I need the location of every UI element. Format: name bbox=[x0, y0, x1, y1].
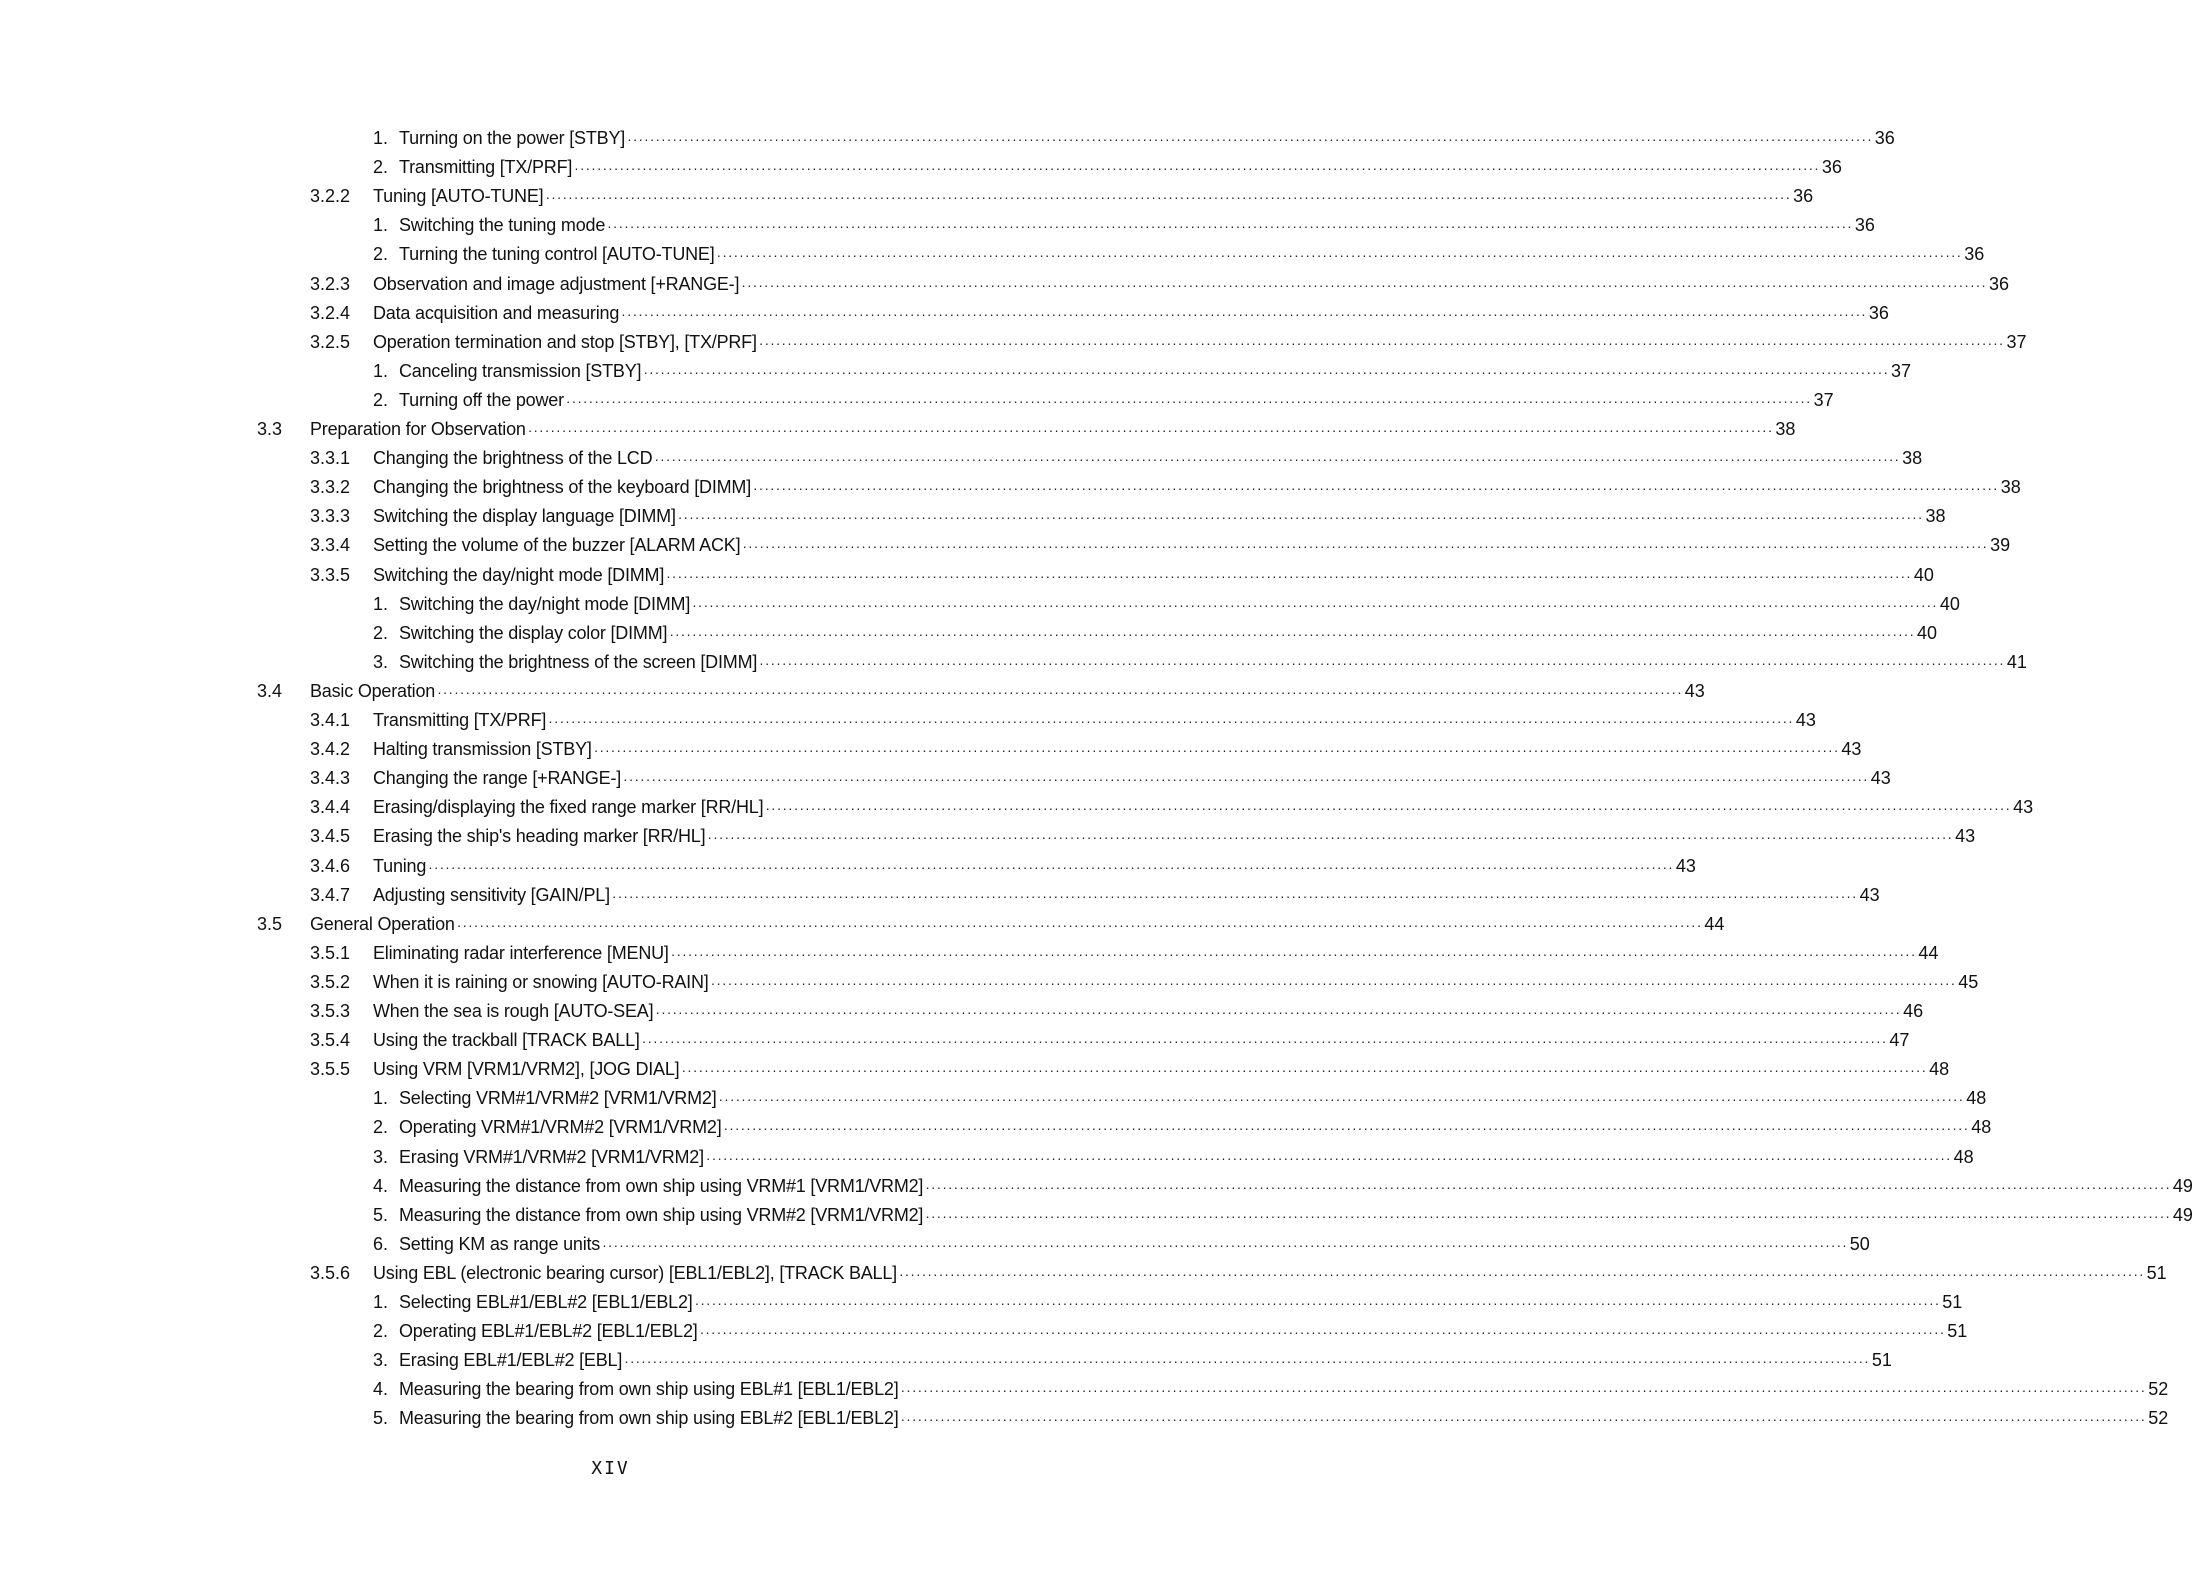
toc-entry-title: Switching the day/night mode [DIMM] bbox=[373, 565, 665, 585]
toc-entry-title: Erasing/displaying the fixed range marker [RR/HL] bbox=[373, 797, 764, 817]
toc-entry-page: 44 bbox=[1704, 914, 1725, 934]
dot-leader: ···························································································································································································································· bbox=[741, 277, 1987, 293]
toc-entry-title: When the sea is rough [AUTO-SEA] bbox=[373, 1001, 654, 1021]
toc-entry[interactable] bbox=[0, 677, 1705, 706]
dot-leader: ···························································································································································································································· bbox=[677, 509, 1924, 525]
toc-entry-page: 43 bbox=[1675, 856, 1696, 876]
dot-leader: ···························································································································································································································· bbox=[654, 451, 1901, 467]
toc-entry-title: Operation termination and stop [STBY], [TX/PRF] bbox=[373, 332, 757, 352]
dot-leader: ···························································································································································································································· bbox=[723, 1120, 1970, 1136]
toc-entry-number: 5. bbox=[373, 1205, 389, 1225]
dot-leader: ···························································································································································································································· bbox=[900, 1382, 2147, 1398]
dot-leader: ···························································································································································································································· bbox=[681, 1062, 1928, 1078]
toc-entry[interactable] bbox=[0, 444, 1923, 473]
toc-entry-page: 37 bbox=[2006, 332, 2027, 352]
toc-entry[interactable] bbox=[0, 735, 1862, 764]
toc-entry-number: 3.3.2 bbox=[310, 477, 351, 497]
dot-leader: ···························································································································································································································· bbox=[611, 888, 1858, 904]
dot-leader: ···························································································································································································································· bbox=[925, 1208, 2171, 1224]
toc-entry-title: Basic Operation bbox=[310, 681, 436, 701]
toc-entry-page: 43 bbox=[1841, 739, 1862, 759]
toc-entry-title: Switching the day/night mode [DIMM] bbox=[399, 594, 691, 614]
dot-leader: ···························································································································································································································· bbox=[565, 393, 1812, 409]
toc-entry-title: Switching the brightness of the screen [DIMM] bbox=[399, 652, 758, 672]
toc-entry[interactable] bbox=[0, 764, 1891, 793]
toc-entry-page: 37 bbox=[1890, 361, 1912, 381]
toc-entry-page: 43 bbox=[1870, 768, 1891, 788]
toc-entry-page: 48 bbox=[1929, 1059, 1950, 1079]
toc-entry-title: Tuning bbox=[373, 856, 427, 876]
toc-entry-number: 3.5.2 bbox=[310, 972, 351, 992]
toc-entry-title: Erasing EBL#1/EBL#2 [EBL] bbox=[399, 1350, 623, 1370]
toc-entry-page: 48 bbox=[1953, 1147, 1974, 1167]
dot-leader: ···························································································································································································································· bbox=[710, 975, 1957, 991]
toc-entry[interactable] bbox=[0, 473, 2021, 502]
toc-entry-title: Operating VRM#1/VRM#2 [VRM1/VRM2] bbox=[399, 1117, 722, 1137]
toc-entry-title: Switching the tuning mode bbox=[399, 215, 606, 235]
dot-leader: ···························································································································································································································· bbox=[758, 335, 2005, 351]
dot-leader: ···························································································································································································································· bbox=[655, 1004, 1902, 1020]
toc-entry-number: 1. bbox=[373, 361, 389, 381]
toc-entry-title: Transmitting [TX/PRF] bbox=[373, 710, 547, 730]
toc-entry-page: 37 bbox=[1813, 390, 1834, 410]
toc-entry-title: Preparation for Observation bbox=[310, 419, 526, 439]
toc-entry[interactable] bbox=[0, 153, 1842, 182]
toc-entry-title: Adjusting sensitivity [GAIN/PL] bbox=[373, 885, 610, 905]
toc-entry-title: Measuring the distance from own ship using VRM#2 [VRM1/VRM2] bbox=[399, 1205, 924, 1225]
toc-entry-number: 2. bbox=[373, 157, 389, 177]
toc-entry-page: 43 bbox=[1955, 826, 1976, 846]
toc-entry-title: General Operation bbox=[310, 914, 455, 934]
toc-entry-title: Turning the tuning control [AUTO-TUNE] bbox=[399, 244, 715, 264]
page-number: XIV bbox=[591, 1458, 630, 1479]
toc-entry-number: 6. bbox=[373, 1234, 389, 1254]
dot-leader: ···························································································································································································································· bbox=[593, 742, 1840, 758]
toc-entry-page: 43 bbox=[1859, 885, 1880, 905]
toc-entry-number: 3.4.5 bbox=[310, 826, 351, 846]
dot-leader: ···························································································································································································································· bbox=[527, 422, 1774, 438]
toc-entry[interactable] bbox=[0, 1375, 2169, 1404]
toc-entry-title: Setting the volume of the buzzer [ALARM ACK] bbox=[373, 535, 741, 555]
toc-entry-page: 43 bbox=[1795, 710, 1816, 730]
toc-entry-title: Turning on the power [STBY] bbox=[399, 128, 626, 148]
toc-entry-page: 40 bbox=[1916, 623, 1938, 643]
dot-leader: ···························································································································································································································· bbox=[900, 1411, 2147, 1427]
toc-entry-title: Changing the brightness of the LCD bbox=[373, 448, 653, 468]
dot-leader: ···························································································································································································································· bbox=[716, 247, 1963, 263]
toc-entry-number: 3.5 bbox=[257, 914, 283, 934]
toc-entry-number: 3.4.2 bbox=[310, 739, 351, 759]
toc-entry-title: Using the trackball [TRACK BALL] bbox=[373, 1030, 640, 1050]
dot-leader: ···························································································································································································································· bbox=[925, 1179, 2171, 1195]
toc-entry-number: 2. bbox=[373, 1117, 389, 1137]
toc-entry-page: 52 bbox=[2148, 1408, 2169, 1428]
dot-leader: ···························································································································································································································· bbox=[707, 829, 1954, 845]
toc-entry-title: Measuring the bearing from own ship using EBL#2 [EBL1/EBL2] bbox=[399, 1408, 899, 1428]
toc-entry-page: 49 bbox=[2172, 1205, 2193, 1225]
dot-leader: ···························································································································································································································· bbox=[898, 1266, 2145, 1282]
toc-entry-page: 48 bbox=[1971, 1117, 1992, 1137]
toc-entry-number: 2. bbox=[373, 1321, 389, 1341]
toc-entry-page: 36 bbox=[1854, 215, 1875, 235]
toc-entry-number: 3.4.4 bbox=[310, 797, 351, 817]
toc-entry[interactable] bbox=[0, 997, 1924, 1026]
toc-entry-number: 1. bbox=[373, 1292, 389, 1312]
toc-entry-number: 3. bbox=[373, 1147, 389, 1167]
dot-leader: ···························································································································································································································· bbox=[428, 859, 1674, 875]
toc-entry-number: 3.5.5 bbox=[310, 1059, 351, 1079]
toc-entry-page: 51 bbox=[2146, 1263, 2167, 1283]
toc-entry-page: 43 bbox=[2013, 797, 2034, 817]
toc-entry[interactable] bbox=[0, 881, 1880, 910]
toc-entry[interactable] bbox=[0, 531, 2011, 560]
dot-leader: ···························································································································································································································· bbox=[641, 1033, 1888, 1049]
toc-entry[interactable] bbox=[0, 1404, 2169, 1433]
toc-entry-number: 2. bbox=[373, 244, 389, 264]
toc-entry-page: 48 bbox=[1966, 1088, 1987, 1108]
toc-entry-number: 3.3.5 bbox=[310, 565, 351, 585]
toc-entry-number: 2. bbox=[373, 623, 389, 643]
toc-entry[interactable] bbox=[0, 357, 1912, 386]
toc-entry-page: 47 bbox=[1889, 1030, 1910, 1050]
toc-entry-title: Tuning [AUTO-TUNE] bbox=[373, 186, 544, 206]
dot-leader: ···························································································································································································································· bbox=[548, 713, 1794, 729]
toc-entry[interactable] bbox=[0, 1288, 1963, 1317]
toc-entry-page: 51 bbox=[1947, 1321, 1968, 1341]
dot-leader: ···························································································································································································································· bbox=[456, 917, 1703, 933]
toc-entry-number: 3.3.3 bbox=[310, 506, 351, 526]
toc-entry[interactable] bbox=[0, 852, 1696, 881]
toc-entry-title: Setting KM as range units bbox=[399, 1234, 601, 1254]
toc-entry-number: 3.3.1 bbox=[310, 448, 351, 468]
toc-entry[interactable] bbox=[0, 211, 1875, 240]
dot-leader: ···························································································································································································································· bbox=[643, 364, 1889, 380]
toc-entry-page: 36 bbox=[1793, 186, 1814, 206]
toc-entry[interactable] bbox=[0, 968, 1979, 997]
toc-entry-number: 4. bbox=[373, 1176, 389, 1196]
toc-entry-page: 38 bbox=[1925, 506, 1946, 526]
toc-entry[interactable] bbox=[0, 328, 2027, 357]
toc-entry-page: 51 bbox=[1942, 1292, 1963, 1312]
toc-entry-number: 3.2.5 bbox=[310, 332, 351, 352]
toc-entry-number: 3.5.6 bbox=[310, 1263, 351, 1283]
dot-leader: ···························································································································································································································· bbox=[742, 538, 1989, 554]
toc-entry-page: 41 bbox=[2006, 652, 2027, 672]
toc-entry-page: 39 bbox=[1990, 535, 2011, 555]
toc-entry[interactable] bbox=[0, 939, 1939, 968]
dot-leader: ···························································································································································································································· bbox=[765, 800, 2012, 816]
toc-entry-title: Using EBL (electronic bearing cursor) [EBL1/EBL2], [TRACK BALL] bbox=[373, 1263, 897, 1283]
toc-entry[interactable] bbox=[0, 561, 1934, 590]
toc-entry-page: 49 bbox=[2172, 1176, 2193, 1196]
toc-entry[interactable] bbox=[0, 415, 1796, 444]
toc-entry[interactable] bbox=[0, 1230, 1870, 1259]
toc-entry-title: Changing the brightness of the keyboard [DIMM] bbox=[373, 477, 752, 497]
toc-entry-number: 3.5.3 bbox=[310, 1001, 351, 1021]
toc-entry[interactable] bbox=[0, 299, 1889, 328]
toc-entry[interactable] bbox=[0, 910, 1725, 939]
toc-entry-title: Switching the display color [DIMM] bbox=[399, 623, 668, 643]
dot-leader: ···························································································································································································································· bbox=[666, 568, 1912, 584]
toc-entry[interactable] bbox=[0, 1259, 2167, 1288]
toc-entry[interactable] bbox=[0, 502, 1946, 531]
toc-entry[interactable] bbox=[0, 386, 1834, 415]
toc-entry[interactable] bbox=[0, 1317, 1968, 1346]
dot-leader: ···························································································································································································································· bbox=[624, 1353, 1870, 1369]
toc-entry-title: Operating EBL#1/EBL#2 [EBL1/EBL2] bbox=[399, 1321, 698, 1341]
toc-entry[interactable] bbox=[0, 1346, 1892, 1375]
dot-leader: ···························································································································································································································· bbox=[602, 1237, 1848, 1253]
toc-entry-title: Measuring the distance from own ship using VRM#1 [VRM1/VRM2] bbox=[399, 1176, 924, 1196]
toc-entry-page: 50 bbox=[1849, 1234, 1870, 1254]
toc-entry[interactable] bbox=[0, 1055, 1950, 1084]
toc-entry-number: 3.3 bbox=[257, 419, 283, 439]
toc-entry-page: 40 bbox=[1913, 565, 1934, 585]
toc-entry[interactable] bbox=[0, 822, 1976, 851]
toc-entry-title: Canceling transmission [STBY] bbox=[399, 361, 642, 381]
toc-entry-page: 45 bbox=[1958, 972, 1979, 992]
dot-leader: ···························································································································································································································· bbox=[574, 160, 1820, 176]
toc-entry-number: 1. bbox=[373, 594, 389, 614]
toc-entry-title: Switching the display language [DIMM] bbox=[373, 506, 676, 526]
toc-entry[interactable] bbox=[0, 124, 1895, 153]
dot-leader: ···························································································································································································································· bbox=[437, 684, 1683, 700]
toc-entry-title: Turning off the power bbox=[399, 390, 564, 410]
dot-leader: ···························································································································································································································· bbox=[718, 1091, 1965, 1107]
dot-leader: ···························································································································································································································· bbox=[699, 1324, 1946, 1340]
toc-entry-title: Erasing the ship's heading marker [RR/HL] bbox=[373, 826, 706, 846]
toc-entry[interactable] bbox=[0, 182, 1814, 211]
toc-entry-number: 3.4.7 bbox=[310, 885, 351, 905]
toc-entry[interactable] bbox=[0, 590, 1960, 619]
dot-leader: ···························································································································································································································· bbox=[623, 771, 1869, 787]
dot-leader: ···························································································································································································································· bbox=[692, 597, 1938, 613]
toc-entry-number: 3.5.4 bbox=[310, 1030, 351, 1050]
toc-entry[interactable] bbox=[0, 1172, 2193, 1201]
dot-leader: ···························································································································································································································· bbox=[627, 131, 1873, 147]
dot-leader: ···························································································································································································································· bbox=[753, 480, 1999, 496]
toc-entry-page: 36 bbox=[1821, 157, 1842, 177]
toc-entry-number: 3. bbox=[373, 1350, 389, 1370]
toc-entry-number: 1. bbox=[373, 1088, 389, 1108]
toc-entry-title: Using VRM [VRM1/VRM2], [JOG DIAL] bbox=[373, 1059, 680, 1079]
toc-entry-page: 36 bbox=[1874, 128, 1895, 148]
toc-entry-page: 44 bbox=[1918, 943, 1939, 963]
toc-entry-number: 3.2.4 bbox=[310, 303, 351, 323]
toc-entry-number: 3.2.2 bbox=[310, 186, 351, 206]
toc-entry[interactable] bbox=[0, 706, 1816, 735]
toc-entry-number: 3.4.3 bbox=[310, 768, 351, 788]
toc-entry[interactable] bbox=[0, 1113, 1992, 1142]
toc-entry[interactable] bbox=[0, 240, 1985, 269]
toc-entry-page: 36 bbox=[1988, 274, 2009, 294]
toc-entry-page: 46 bbox=[1903, 1001, 1924, 1021]
toc-entry-number: 3.4.6 bbox=[310, 856, 351, 876]
toc-entry-page: 51 bbox=[1871, 1350, 1892, 1370]
toc-entry-title: Changing the range [+RANGE-] bbox=[373, 768, 622, 788]
toc-entry-number: 1. bbox=[373, 128, 389, 148]
toc-entry-title: Eliminating radar interference [MENU] bbox=[373, 943, 669, 963]
dot-leader: ···························································································································································································································· bbox=[669, 626, 1915, 642]
toc-entry[interactable] bbox=[0, 1143, 1974, 1172]
toc-entry-number: 3.3.4 bbox=[310, 535, 351, 555]
toc-entry-number: 4. bbox=[373, 1379, 389, 1399]
toc-entry-page: 36 bbox=[1868, 303, 1889, 323]
toc-entry[interactable] bbox=[0, 1201, 2193, 1230]
dot-leader: ···························································································································································································································· bbox=[621, 306, 1867, 322]
toc-entry-title: Measuring the bearing from own ship using EBL#1 [EBL1/EBL2] bbox=[399, 1379, 899, 1399]
toc-entry-page: 36 bbox=[1964, 244, 1985, 264]
toc-entry-page: 38 bbox=[1775, 419, 1796, 439]
toc-entry-title: Data acquisition and measuring bbox=[373, 303, 620, 323]
toc-entry-number: 3.4 bbox=[257, 681, 283, 701]
toc-entry-title: Observation and image adjustment [+RANGE-] bbox=[373, 274, 740, 294]
toc-entry-title: Halting transmission [STBY] bbox=[373, 739, 592, 759]
toc-entry-page: 38 bbox=[2000, 477, 2021, 497]
toc-entry-number: 3.5.1 bbox=[310, 943, 351, 963]
toc-entry[interactable] bbox=[0, 619, 1938, 648]
toc-entry-title: Erasing VRM#1/VRM#2 [VRM1/VRM2] bbox=[399, 1147, 704, 1167]
dot-leader: ···························································································································································································································· bbox=[545, 189, 1792, 205]
dot-leader: ···························································································································································································································· bbox=[670, 946, 1917, 962]
toc-entry-title: Selecting EBL#1/EBL#2 [EBL1/EBL2] bbox=[399, 1292, 693, 1312]
toc-entry-number: 1. bbox=[373, 215, 389, 235]
toc-entry-title: Transmitting [TX/PRF] bbox=[399, 157, 573, 177]
toc-entry-page: 43 bbox=[1684, 681, 1705, 701]
toc-entry[interactable] bbox=[0, 270, 2009, 299]
toc-entry-page: 52 bbox=[2148, 1379, 2169, 1399]
dot-leader: ···························································································································································································································· bbox=[705, 1150, 1952, 1166]
dot-leader: ···························································································································································································································· bbox=[607, 218, 1853, 234]
toc-entry-number: 3.4.1 bbox=[310, 710, 351, 730]
toc-entry-number: 5. bbox=[373, 1408, 389, 1428]
toc-entry[interactable] bbox=[0, 793, 2034, 822]
dot-leader: ···························································································································································································································· bbox=[759, 655, 2005, 671]
toc-entry[interactable] bbox=[0, 1026, 1910, 1055]
toc-entry-title: When it is raining or snowing [AUTO-RAIN] bbox=[373, 972, 709, 992]
toc-entry-number: 3.2.3 bbox=[310, 274, 351, 294]
toc-entry[interactable] bbox=[0, 1084, 1987, 1113]
toc-entry-number: 3. bbox=[373, 652, 389, 672]
toc-entry-number: 2. bbox=[373, 390, 389, 410]
toc-entry-title: Selecting VRM#1/VRM#2 [VRM1/VRM2] bbox=[399, 1088, 717, 1108]
toc-entry[interactable] bbox=[0, 648, 2027, 677]
toc-entry-page: 38 bbox=[1902, 448, 1923, 468]
toc-entry-page: 40 bbox=[1939, 594, 1960, 614]
dot-leader: ···························································································································································································································· bbox=[694, 1295, 1941, 1311]
